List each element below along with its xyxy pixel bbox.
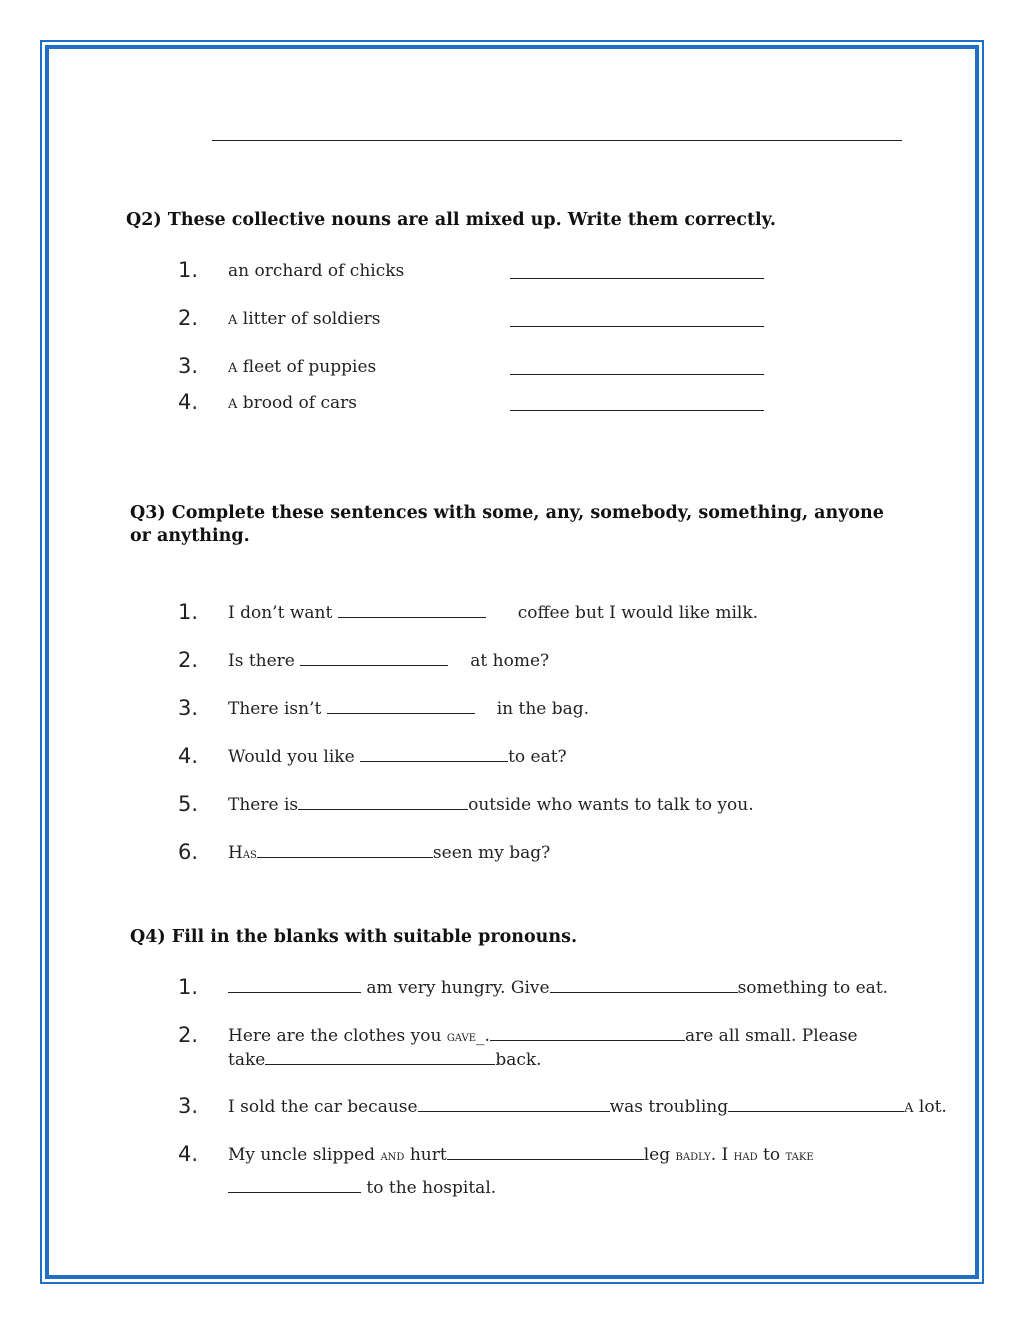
q3-item-5-post: outside who wants to talk to you. <box>468 795 754 815</box>
q4-item-1-mid: am very hungry. Give <box>361 978 550 998</box>
q4-item-1-sentence <box>228 978 888 998</box>
q3-item-2-number: 2. <box>178 648 199 672</box>
q3-item-2-sentence <box>228 651 549 671</box>
q4-item-4-badly: badly <box>675 1148 711 1164</box>
q4-item-1-blank-1[interactable] <box>228 978 361 993</box>
q4-item-2-gave: gave <box>446 1029 477 1045</box>
q2-item-4-rest: brood of cars <box>237 393 357 413</box>
q3-item-6-blank[interactable] <box>257 843 433 858</box>
q2-item-2-number: 2. <box>178 306 199 330</box>
q4-item-4-take: take <box>785 1148 814 1164</box>
q3-item-4-blank[interactable] <box>360 747 508 762</box>
q2-item-1-answer-line[interactable] <box>510 278 764 279</box>
q4-item-4-to: to <box>757 1145 786 1165</box>
q3-item-1-number: 1. <box>178 600 199 624</box>
q4-item-4-hurt: hurt <box>404 1145 447 1165</box>
q4-item-3-blank-2[interactable] <box>728 1097 904 1112</box>
q4-item-4-blank-2[interactable] <box>228 1178 361 1193</box>
q3-item-4-pre: Would you like <box>228 747 361 767</box>
q2-heading: Q2) These collective nouns are all mixed up. Write them correctly. <box>126 210 776 230</box>
q2-item-2-text <box>228 309 380 329</box>
q2-item-4-article: A <box>228 397 238 412</box>
q4-item-3-pre: I sold the car because <box>228 1097 418 1117</box>
q3-item-1-post: coffee but I would like milk. <box>517 603 759 623</box>
q3-item-5-blank[interactable] <box>298 795 468 810</box>
q2-item-4-text <box>228 393 357 413</box>
q4-item-2-pre: Here are the clothes you <box>228 1026 447 1046</box>
q3-item-4-number: 4. <box>178 744 199 768</box>
q2-item-3-article: A <box>228 361 238 376</box>
q2-item-4-number: 4. <box>178 390 199 414</box>
q4-item-2-line2-post: back. <box>495 1050 542 1070</box>
q3-item-2-post: at home? <box>470 651 550 671</box>
q4-item-4-and: and <box>380 1148 405 1164</box>
q2-item-3-rest: fleet of puppies <box>237 357 377 377</box>
q4-item-4-number: 4. <box>178 1142 199 1166</box>
q3-item-5-sentence <box>228 795 754 815</box>
q4-item-4-blank-1[interactable] <box>447 1145 644 1160</box>
q4-heading: Q4) Fill in the blanks with suitable pronouns. <box>130 927 578 947</box>
q4-item-2-line2-pre: take <box>228 1050 266 1070</box>
q3-item-1-blank[interactable] <box>338 603 486 618</box>
q3-item-6-number: 6. <box>178 840 199 864</box>
q3-item-4-sentence <box>228 747 567 767</box>
q4-item-2-post: are all small. Please <box>684 1026 858 1046</box>
q3-item-2-blank[interactable] <box>300 651 448 666</box>
q2-item-4-answer-line[interactable] <box>510 410 764 411</box>
q3-item-2-pre: Is there <box>228 651 301 671</box>
q2-item-2-article: A <box>228 313 238 328</box>
q4-item-2-gave-tail: _. <box>476 1026 490 1046</box>
q4-item-4-sentence <box>228 1145 814 1165</box>
q3-item-6-pre-cap: H <box>228 843 243 863</box>
q3-item-3-sentence <box>228 699 589 719</box>
q4-item-3-blank-1[interactable] <box>418 1097 610 1112</box>
q3-item-6-pre-smallcaps: as <box>242 846 257 862</box>
q3-item-3-post: in the bag. <box>496 699 590 719</box>
q4-item-1-blank-2[interactable] <box>550 978 738 993</box>
q4-item-4-leg: leg <box>643 1145 676 1165</box>
q3-item-3-blank[interactable] <box>327 699 475 714</box>
q2-item-1-text: an orchard of chicks <box>228 261 405 281</box>
q3-item-5-number: 5. <box>178 792 199 816</box>
q2-item-2-rest: litter of soldiers <box>237 309 381 329</box>
q2-item-3-answer-line[interactable] <box>510 374 764 375</box>
q3-item-5-pre: There is <box>228 795 299 815</box>
q4-item-4-line2-post: to the hospital. <box>361 1178 497 1198</box>
q4-item-2-blank-2[interactable] <box>265 1050 495 1065</box>
q4-item-2-number: 2. <box>178 1023 199 1047</box>
q4-item-4-had: had <box>733 1148 758 1164</box>
q2-item-3-text <box>228 357 376 377</box>
q4-item-3-number: 3. <box>178 1094 199 1118</box>
q2-item-2-answer-line[interactable] <box>510 326 764 327</box>
q4-item-4-i: . I <box>710 1145 734 1165</box>
q4-item-2-blank-1[interactable] <box>490 1026 685 1041</box>
q3-item-6-sentence <box>228 843 550 863</box>
q4-item-3-article: A <box>904 1101 914 1116</box>
q4-item-2-sentence <box>228 1025 878 1072</box>
q4-item-3-post: lot. <box>913 1097 947 1117</box>
q4-item-1-number: 1. <box>178 975 199 999</box>
q4-item-4-line2 <box>228 1178 496 1198</box>
q3-item-1-pre: I don’t want <box>228 603 338 623</box>
q3-item-3-pre: There isn’t <box>228 699 327 719</box>
q4-item-1-post: something to eat. <box>737 978 889 998</box>
q2-item-1-number: 1. <box>178 258 199 282</box>
q3-item-4-post: to eat? <box>508 747 567 767</box>
q4-item-3-mid: was troubling <box>609 1097 729 1117</box>
q4-item-3-sentence <box>228 1097 947 1117</box>
q3-heading: Q3) Complete these sentences with some, any, somebody, something, anyone or anything. <box>130 503 884 546</box>
q3-item-3-number: 3. <box>178 696 199 720</box>
name-line <box>212 140 902 141</box>
q4-item-4-pre: My uncle slipped <box>228 1145 381 1165</box>
q3-item-6-post: seen my bag? <box>432 843 551 863</box>
q2-item-3-number: 3. <box>178 354 199 378</box>
q3-item-1-sentence <box>228 603 758 623</box>
